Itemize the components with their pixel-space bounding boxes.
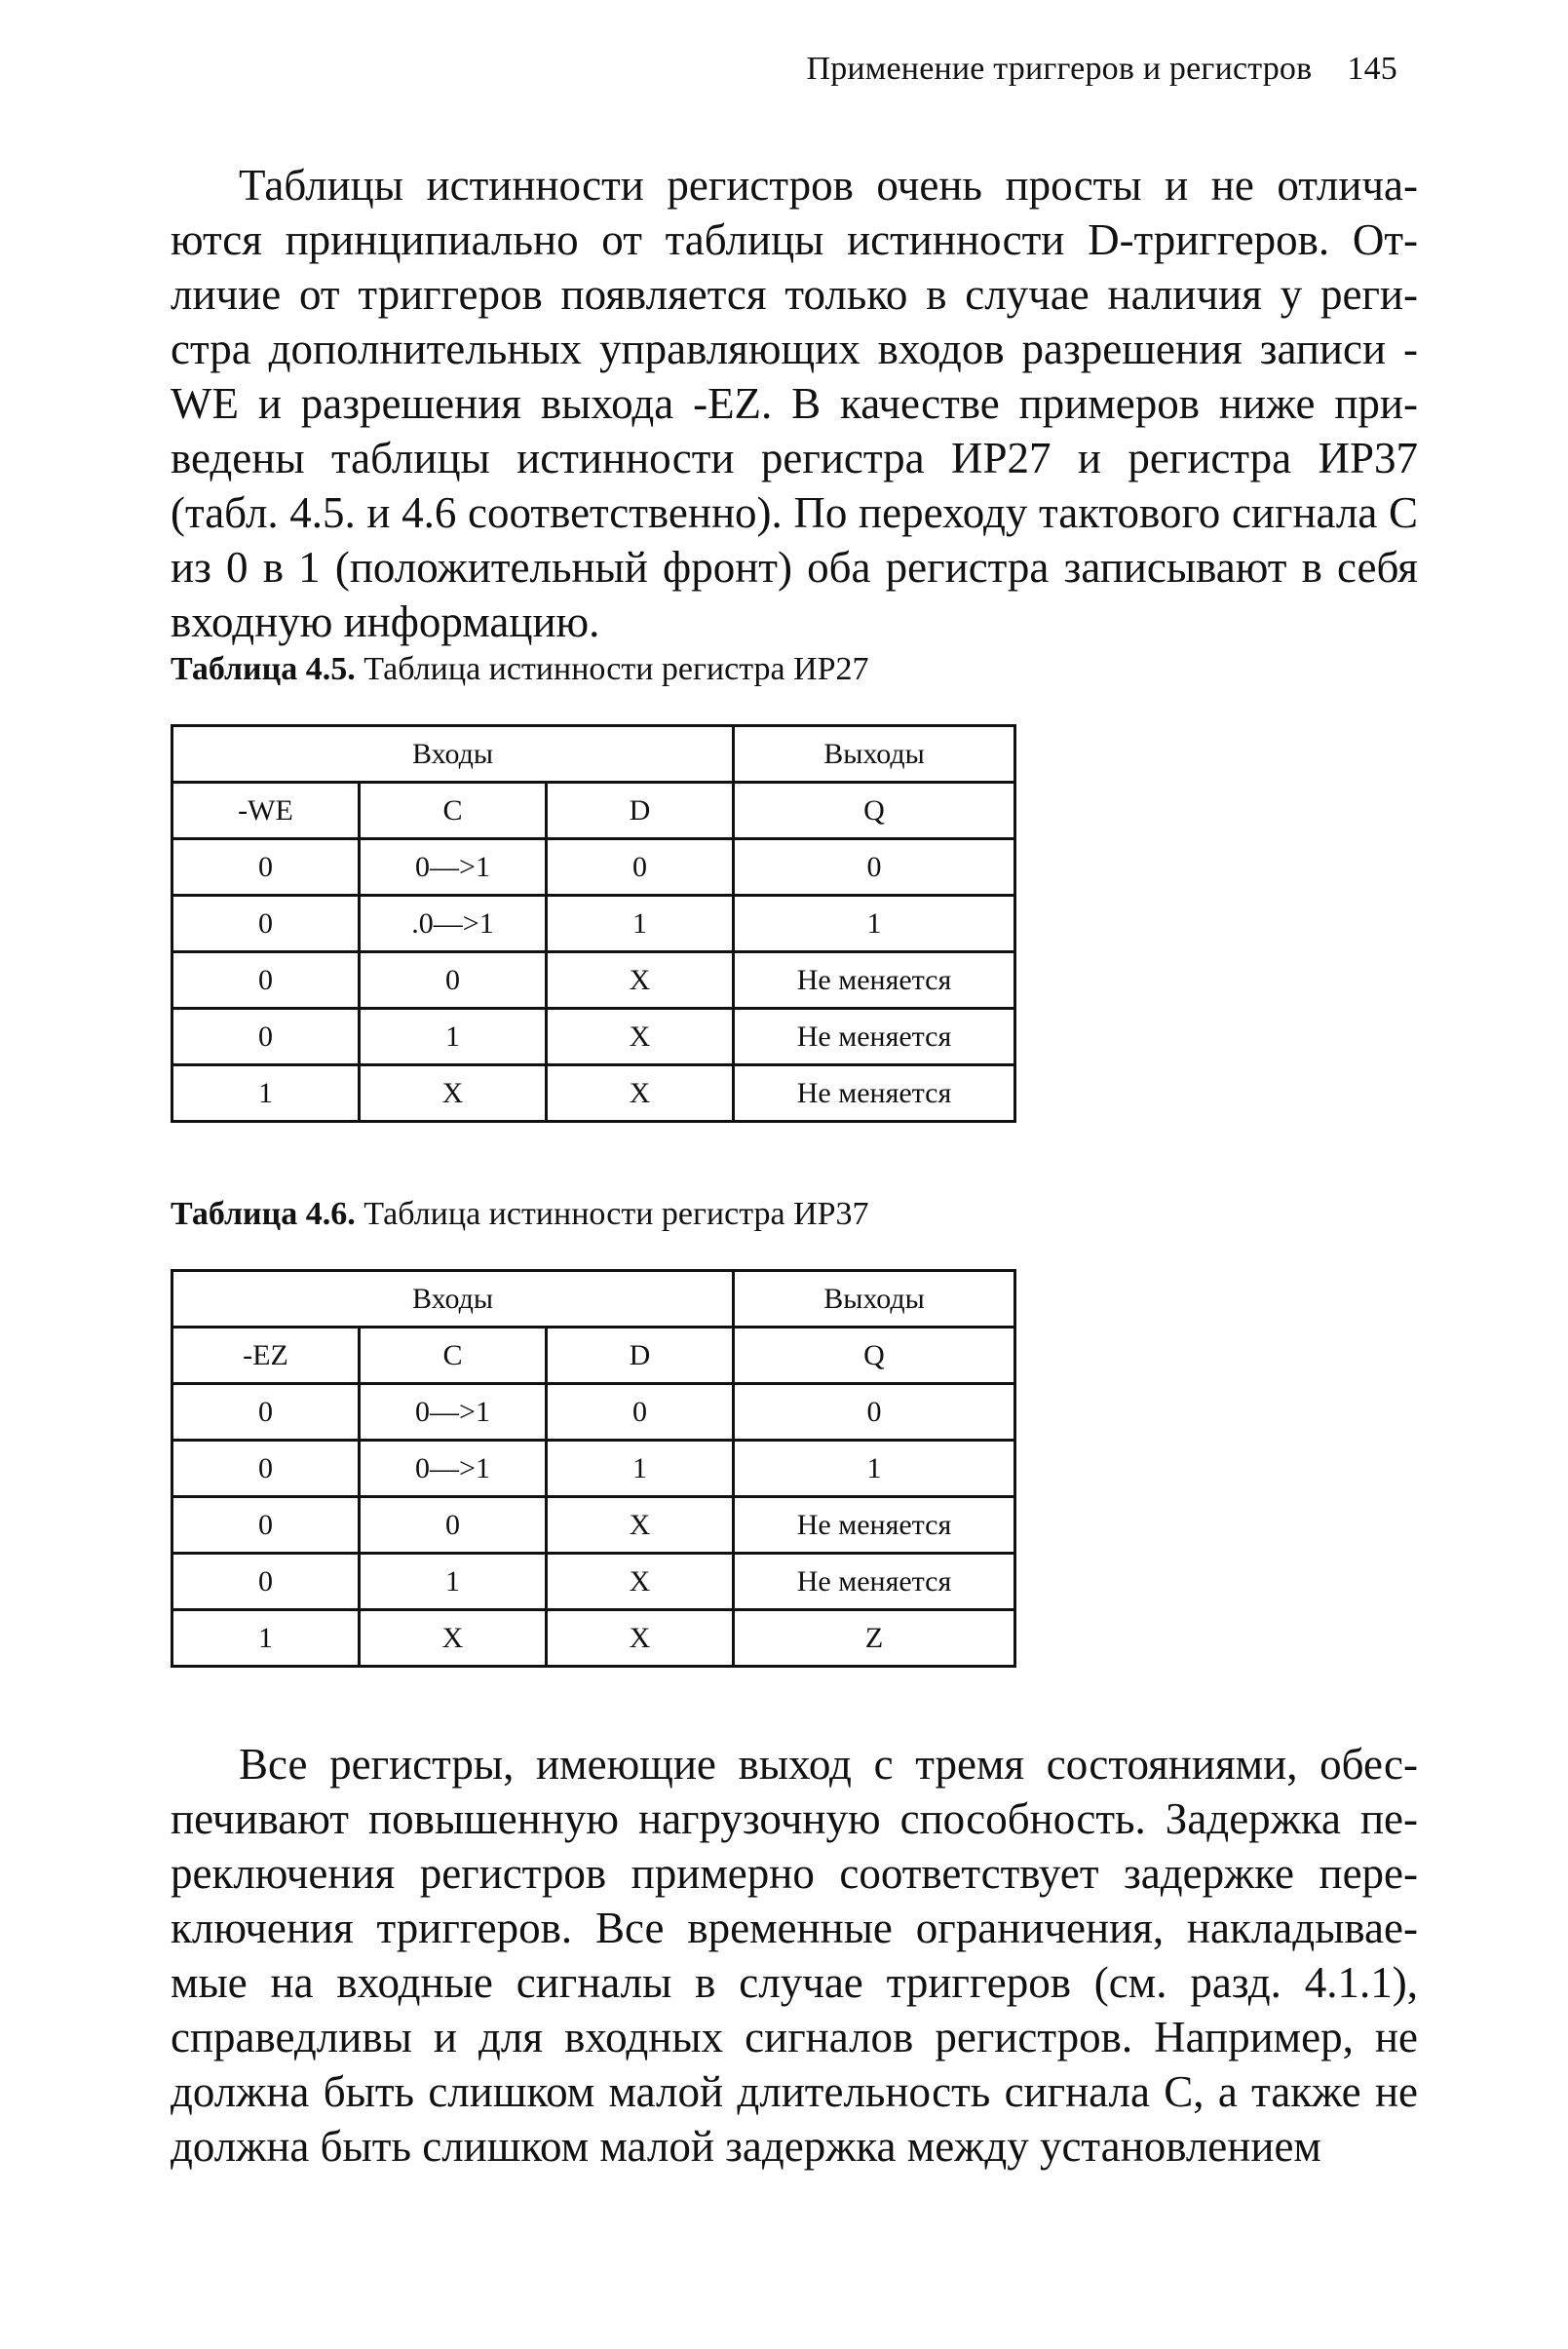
table-row xyxy=(172,1009,1015,1065)
table-row xyxy=(172,839,1015,896)
column-header: Q xyxy=(734,783,1015,839)
inputs-group-header: Входы xyxy=(172,726,734,783)
table-cell: 0 xyxy=(172,1384,360,1441)
column-header: -WE xyxy=(172,783,360,839)
table-cell: X xyxy=(547,1497,734,1554)
table-cell: 0 xyxy=(734,1384,1015,1441)
column-header: -EZ xyxy=(172,1328,360,1384)
table-caption-4-6 xyxy=(171,1196,869,1233)
table-cell: Не меняется xyxy=(734,1009,1015,1065)
table-cell: 0 xyxy=(172,896,360,952)
table-cell: 0 xyxy=(172,1009,360,1065)
table-cell: 0 xyxy=(547,1384,734,1441)
table-cell: 0 xyxy=(172,952,360,1009)
table-cell: 0 xyxy=(547,839,734,896)
table-cell: X xyxy=(547,1009,734,1065)
table-row xyxy=(172,1065,1015,1122)
column-header: Q xyxy=(734,1328,1015,1384)
table-cell: 0 xyxy=(360,952,547,1009)
caption-label: Таблица 4.5. xyxy=(171,651,356,687)
caption-text: Таблица истинности регистра ИР27 xyxy=(355,651,869,687)
table-cell: 1 xyxy=(734,1441,1015,1497)
truth-table-ir27 xyxy=(171,724,1016,1123)
table-cell: X xyxy=(547,1065,734,1122)
table-caption-4-5 xyxy=(171,651,869,688)
table-row xyxy=(172,952,1015,1009)
table-cell: X xyxy=(360,1065,547,1122)
table-cell: 1 xyxy=(360,1554,547,1610)
table-cell: Не меняется xyxy=(734,1065,1015,1122)
body-paragraph-1: Таблицы истинности регистров очень просты и не отлича-ются принципиально от таблицы истинности D-триггеров. От-личие от триггеров появляется только в случае наличия у реги-стра дополнительных управляющих входов разрешения записи -WE и разрешения выхода -EZ. В качестве примеров ниже при-ведены таблицы истинности регистра ИР27 и регистра ИР37 (табл. 4.5. и 4.6 соответственно). По переходу тактового сигнала С из 0 в 1 (положительный фронт) оба регистра записывают в себя входную информацию. xyxy=(171,161,1418,646)
table-cell: 0 xyxy=(172,839,360,896)
table-cell: 1 xyxy=(172,1610,360,1667)
table-row xyxy=(172,1384,1015,1441)
caption-text: Таблица истинности регистра ИР37 xyxy=(355,1196,869,1232)
table-cell: 1 xyxy=(172,1065,360,1122)
column-header: D xyxy=(547,783,734,839)
page-number: 145 xyxy=(1347,51,1397,87)
table-row xyxy=(172,1497,1015,1554)
caption-label: Таблица 4.6. xyxy=(171,1196,356,1232)
table-cell: Не меняется xyxy=(734,1497,1015,1554)
column-header-row xyxy=(172,1328,1015,1384)
table-row xyxy=(172,1441,1015,1497)
column-header: D xyxy=(547,1328,734,1384)
table-cell: Z xyxy=(734,1610,1015,1667)
truth-table-ir37 xyxy=(171,1269,1016,1668)
table-cell: Не меняется xyxy=(734,952,1015,1009)
table-cell: 1 xyxy=(547,896,734,952)
table-row xyxy=(172,1610,1015,1667)
table-cell: 0 xyxy=(172,1554,360,1610)
table-cell: X xyxy=(547,1554,734,1610)
table-cell: 0—>1 xyxy=(360,1384,547,1441)
table-cell: X xyxy=(547,952,734,1009)
group-header-row xyxy=(172,1271,1015,1328)
table-cell: 1 xyxy=(360,1009,547,1065)
group-header-row xyxy=(172,726,1015,783)
column-header-row xyxy=(172,783,1015,839)
table-cell: 0—>1 xyxy=(360,1441,547,1497)
column-header: C xyxy=(360,783,547,839)
inputs-group-header: Входы xyxy=(172,1271,734,1328)
table-cell: 1 xyxy=(734,896,1015,952)
table-cell: 1 xyxy=(547,1441,734,1497)
body-paragraph-2: Все регистры, имеющие выход с тремя состояниями, обес-печивают повышенную нагрузочную способность. Задержка пе-реключения регистров примерно соответствует задержке пере-ключения триггеров. Все временные ограничения, накладывае-мые на входные сигналы в случае триггеров (см. разд. 4.1.1), справедливы и для входных сигналов регистров. Например, не должна быть слишком малой длительность сигнала С, а также не должна быть слишком малой задержка между установлением xyxy=(171,1740,1418,2171)
outputs-group-header: Выходы xyxy=(734,726,1015,783)
running-header xyxy=(171,51,1397,88)
header-title: Применение триггеров и регистров xyxy=(806,51,1313,87)
table-cell: 0 xyxy=(172,1441,360,1497)
table-row xyxy=(172,1554,1015,1610)
table-cell: .0—>1 xyxy=(360,896,547,952)
table-row xyxy=(172,896,1015,952)
table-cell: 0 xyxy=(734,839,1015,896)
table-cell: X xyxy=(360,1610,547,1667)
table-cell: 0 xyxy=(172,1497,360,1554)
column-header: C xyxy=(360,1328,547,1384)
outputs-group-header: Выходы xyxy=(734,1271,1015,1328)
table-cell: 0—>1 xyxy=(360,839,547,896)
table-cell: X xyxy=(547,1610,734,1667)
table-cell: Не меняется xyxy=(734,1554,1015,1610)
table-cell: 0 xyxy=(360,1497,547,1554)
